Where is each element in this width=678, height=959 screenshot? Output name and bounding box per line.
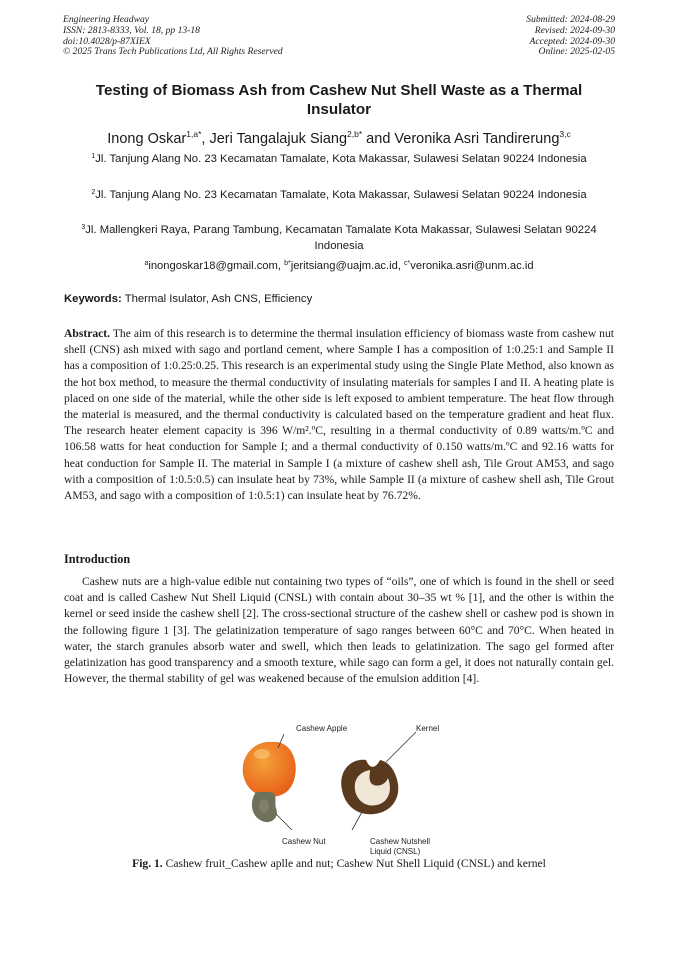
abstract-text: The aim of this research is to determine the thermal insulation efficiency of biomass waste from cashew nut shell (CNS) ash mixed with sago and portland cement, where Sample I has a composition of 1:0.25:1 and Sample II has a composition of 1:0.25:0.25. This research is an experimental study using the Single Plate Method, also known as the hot box method, to measure the thermal conductivity of insulating materials for samples I and II. A heating plate is placed on one side of the material, while the other side is left exposed to ambient temperature. The heat flow through the material is measured, and the thermal conductivity is calculated based on the temperature gradient and heat flux. The research heater element capacity is 396 W/m².ºC, resulting in a thermal conductivity of 0.89 watts/m.ºC and 106.58 watts for heat conduction for Sample I; and a thermal conductivity of 0.150 watts/m.ºC and 92.16 watts for heat conduction for Sample II. The material in Sample I (a mixture of cashew shell ash, Tile Grout AM53, and sago with a composition of 1:0.5:0.5) can insulate heat by 73%, while Sample II (a mixture of cashew shell ash, Tile Grout AM53, and sago with a composition of 1:0.5:1) can insulate heat by 76.72%.: [64, 327, 614, 503]
author-affiliation-mark: 1,a*: [186, 129, 202, 139]
date-submitted: Submitted: 2024-08-29: [526, 14, 615, 25]
date-online: Online: 2025-02-05: [538, 46, 615, 58]
keywords-text: Thermal Isulator, Ash CNS, Efficiency: [121, 293, 313, 305]
author-affiliation-mark: 2,b*: [347, 129, 363, 139]
figure-cashew: [220, 718, 460, 856]
affiliation: [74, 185, 604, 203]
affiliation-mark: 3: [81, 224, 86, 231]
paper-title: Testing of Biomass Ash from Cashew Nut Shell Waste as a Thermal Insulator: [95, 82, 583, 118]
author-name: Jeri Tangalajuk Siang: [209, 131, 348, 147]
author-list: [40, 125, 638, 148]
journal-copyright: © 2025 Trans Tech Publications Ltd, All Rights Reserved: [63, 46, 283, 58]
figure-label-kernel: Kernel: [416, 724, 440, 733]
email-address: inongoskar18@gmail.com,: [148, 260, 285, 272]
figure-label-cnsl-line: Cashew Nutshell: [370, 837, 431, 846]
cashew-illustration: [220, 718, 460, 856]
affiliation-text: Jl. Tanjung Alang No. 23 Kecamatan Tamalate, Kota Makassar, Sulawesi Selatan 90224 Indonesia: [95, 189, 587, 201]
figure-label-cashew-apple: Cashew Apple: [296, 724, 348, 733]
abstract-label: Abstract.: [64, 327, 111, 340]
author-separator: ,: [201, 131, 210, 147]
figure-label-cnsl-line: Liquid (CNSL): [370, 846, 421, 856]
author-name: Veronika Asri Tandirerung: [394, 131, 560, 147]
figure-caption-label: Fig. 1.: [132, 857, 163, 870]
figure-caption-text: Cashew fruit_Cashew aplle and nut; Cashew Nut Shell Liquid (CNSL) and kernel: [162, 857, 546, 870]
author-separator: and: [362, 131, 395, 147]
email-mark: c*: [404, 260, 411, 267]
email-mark: a: [144, 260, 149, 267]
figure-label-cnsl: [370, 837, 430, 856]
affiliation-text: Jl. Tanjung Alang No. 23 Kecamatan Tamalate, Kota Makassar, Sulawesi Selatan 90224 Indonesia: [95, 153, 587, 165]
figure-label-cashew-nut: Cashew Nut: [282, 837, 326, 846]
affiliation-mark: 1: [91, 153, 96, 160]
abstract: [64, 326, 614, 504]
keywords-label: Keywords:: [64, 293, 122, 305]
introduction-paragraph: Cashew nuts are a high-value edible nut containing two types of “oils”, one of which is found in the shell or seed coat and is called Cashew Nut Shell Liquid (CNSL) with contain about 30–35 wt % [1], and the other is within the kernel or seed inside the cashew shell [2]. The cross-sectional structure of the cashew shell or cashew pod is shown in the following figure 1 [3]. The gelatinization temperature of sago ranges between 60°C and 70°C. When heated in water, the starch granules absorb water and swell, which then leads to gelatinization. The sago gel formed after gelatinization has good transparency and a smooth texture, while sago can form a gel, it does not naturally contain gel. However, the thermal stability of gel was weakened because of the emulsion addition [4].: [64, 575, 614, 686]
email-address: veronika.asri@unm.ac.id: [410, 260, 534, 272]
journal-doi: doi:10.4028/p-87XIEX: [63, 35, 151, 47]
author-emails: [40, 257, 638, 273]
cashew-nut-graphic: [252, 792, 277, 822]
author-affiliation-mark: 3,c: [559, 129, 571, 139]
affiliation-text: Jl. Mallengkeri Raya, Parang Tambung, Kecamatan Tamalate Kota Makassar, Sulawesi Selatan 90224 Indonesia: [85, 224, 597, 252]
date-accepted: Accepted: 2024-09-30: [529, 35, 615, 47]
section-heading-introduction: Introduction: [64, 552, 131, 566]
cashew-apple-graphic: [243, 742, 296, 797]
affiliation-mark: 2: [91, 189, 96, 196]
affiliation: [74, 149, 604, 167]
date-revised: Revised: 2024-09-30: [534, 24, 615, 36]
author-name: Inong Oskar: [107, 131, 187, 147]
email-address: jeritsiang@uajm.ac.id,: [290, 260, 405, 272]
journal-name: Engineering Headway: [63, 14, 150, 25]
cashew-shell-graphic: [341, 760, 398, 814]
figure-caption: [40, 857, 638, 871]
email-mark: b*: [284, 260, 291, 267]
journal-header-left: [63, 15, 283, 58]
journal-issn: ISSN: 2813-8333, Vol. 18, pp 13-18: [63, 24, 200, 36]
keywords: [64, 292, 614, 306]
affiliation: [74, 220, 604, 254]
journal-header-right: [526, 15, 615, 58]
